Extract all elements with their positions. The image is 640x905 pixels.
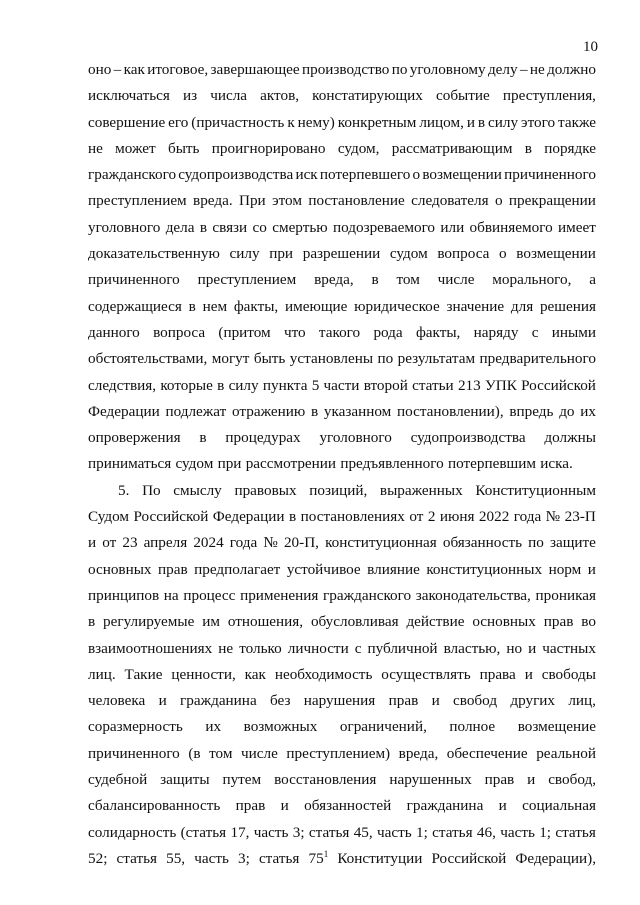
- text-line: гражданского судопроизводства иск потерпевшего о возмещении причиненного: [88, 166, 596, 184]
- text-line: содержащиеся в нем факты, имеющие юридическое значение для решения: [88, 297, 596, 315]
- text-line: опровержения в процедурах уголовного судопроизводства должны: [88, 429, 596, 447]
- text-line: следствия, которые в силу пункта 5 части второй статьи 213 УПК Российской: [88, 376, 596, 394]
- text-line: Федерации подлежат отражению в указанном постановлении), впредь до их: [88, 402, 596, 420]
- text-line: обстоятельствами, могут быть установлены по результатам предварительного: [88, 350, 596, 368]
- text-line: причиненного (в том числе преступлением) вреда, обеспечение реальной: [88, 744, 596, 762]
- text-line: солидарность (статья 17, часть 3; статья 45, часть 1; статья 46, часть 1; статья: [88, 823, 596, 841]
- text-line: преступлением вреда. При этом постановление следователя о прекращении: [88, 192, 596, 210]
- text-line: и от 23 апреля 2024 года № 20-П, конституционная обязанность по защите: [88, 534, 596, 552]
- text-line: оно – как итоговое, завершающее производство по уголовному делу – не должно: [88, 61, 596, 78]
- body-text: [88, 57, 596, 872]
- text-line: причиненного преступлением вреда, в том числе морального, а: [88, 271, 596, 289]
- text-line: в регулируемые им отношения, обусловливая действие основных прав во: [88, 613, 596, 631]
- text-line: доказательственную силу при разрешении судом вопроса о возмещении: [88, 245, 596, 263]
- text-line: человека и гражданина без нарушения прав и свобод других лиц,: [88, 692, 596, 710]
- page-number: 10: [583, 39, 598, 55]
- text-line: основных прав предполагает устойчивое влияние конституционных норм и: [88, 560, 596, 578]
- text-line: исключаться из числа актов, констатирующих событие преступления,: [88, 87, 596, 105]
- text-line: уголовного дела в связи со смертью подозреваемого или обвиняемого имеет: [88, 218, 596, 236]
- text-line: не может быть проигнорировано судом, рассматривающим в порядке: [88, 139, 596, 157]
- text-line: лиц. Такие ценности, как необходимость осуществлять права и свободы: [88, 665, 596, 683]
- text-line: совершение его (причастность к нему) конкретным лицом, и в силу этого также: [88, 113, 596, 131]
- text-line: сбалансированность прав и обязанностей гражданина и социальная: [88, 797, 596, 815]
- text-line: данного вопроса (притом что такого рода факты, наряду с иными: [88, 323, 596, 341]
- footnote-superscript: 1: [323, 848, 329, 859]
- text-line: соразмерность их возможных ограничений, полное возмещение: [88, 718, 596, 736]
- text-line: принципов на процесс применения гражданского законодательства, проникая: [88, 586, 596, 604]
- text-line: приниматься судом при рассмотрении предъявленного потерпевшим иска.: [88, 455, 573, 473]
- text-line: 52; статья 55, часть 3; статья $75^1$ Конституции Российской Федерации),: [88, 848, 596, 867]
- text-line: Судом Российской Федерации в постановлениях от 2 июня 2022 года № 23-П: [88, 508, 596, 526]
- text-line: взаимоотношениях не только личности с публичной властью, но и частных: [88, 639, 596, 657]
- text-line: судебной защиты путем восстановления нарушенных прав и свобод,: [88, 771, 596, 789]
- text-line: 5. По смыслу правовых позиций, выраженных Конституционным: [118, 481, 596, 499]
